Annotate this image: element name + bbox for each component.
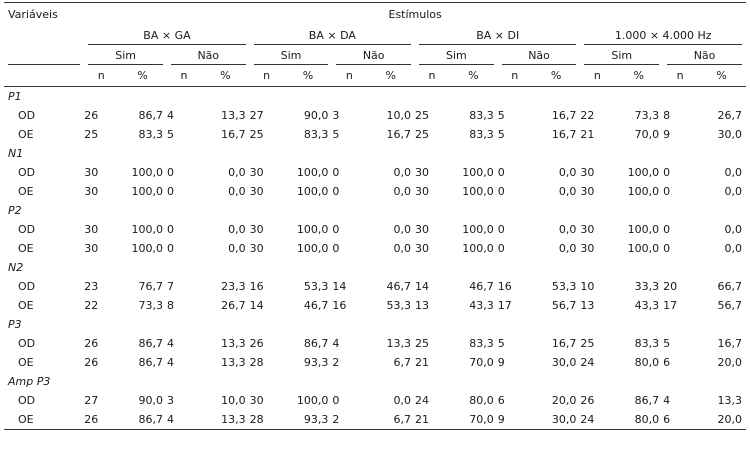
pct-header: % xyxy=(532,65,581,87)
percent-cell: 0,0 xyxy=(228,185,246,198)
count-cell: 30 xyxy=(415,185,430,198)
count-cell: 23 xyxy=(84,280,99,293)
count-cell: 0 xyxy=(497,185,505,198)
count-cell: 21 xyxy=(415,356,430,369)
pct-header: % xyxy=(118,65,167,87)
percent-cell: 33,3 xyxy=(634,280,660,293)
variable-label: P3 xyxy=(8,318,22,331)
percent-cell: 0,0 xyxy=(724,242,742,255)
ear-label: OE xyxy=(18,356,34,369)
count-cell: 25 xyxy=(415,337,430,350)
table-row xyxy=(4,353,746,372)
count-cell: 9 xyxy=(497,356,505,369)
percent-cell: 100,0 xyxy=(462,185,494,198)
count-cell: 30 xyxy=(249,166,264,179)
n-header: n xyxy=(580,65,614,87)
count-cell: 0 xyxy=(497,242,505,255)
percent-cell: 10,0 xyxy=(221,394,246,407)
percent-cell: 13,3 xyxy=(717,394,742,407)
count-cell: 0 xyxy=(166,242,174,255)
percent-cell: 86,7 xyxy=(138,356,163,369)
percent-cell: 100,0 xyxy=(131,242,163,255)
percent-cell: 0,0 xyxy=(228,223,246,236)
count-cell: 0 xyxy=(497,223,505,236)
count-cell: 25 xyxy=(415,128,430,141)
sim-header: Sim xyxy=(84,45,167,65)
table-row xyxy=(4,296,746,315)
count-cell: 9 xyxy=(498,410,532,430)
section-row xyxy=(4,258,746,277)
ear-label: OD xyxy=(18,394,36,407)
count-cell: 26 xyxy=(84,337,99,350)
count-cell: 0 xyxy=(332,394,340,407)
percent-cell: 100,0 xyxy=(131,166,163,179)
percent-cell: 0,0 xyxy=(558,166,577,179)
percent-cell: 26,7 xyxy=(221,299,246,312)
n-header: n xyxy=(415,65,449,87)
percent-cell: 26,7 xyxy=(717,109,742,122)
percent-cell: 80,0 xyxy=(469,394,494,407)
percent-cell: 0,0 xyxy=(724,223,742,236)
percent-cell: 86,7 xyxy=(138,109,163,122)
sim-header: Sim xyxy=(415,45,498,65)
table-row xyxy=(4,220,746,239)
count-cell: 30 xyxy=(415,223,430,236)
n-header: n xyxy=(332,65,366,87)
percent-cell: 20,0 xyxy=(551,394,577,407)
results-table xyxy=(4,2,746,430)
percent-cell: 46,7 xyxy=(386,280,412,293)
count-cell: 10 xyxy=(580,280,595,293)
percent-cell: 100,0 xyxy=(462,242,494,255)
percent-cell: 20,0 xyxy=(697,410,746,430)
table-row xyxy=(4,182,746,201)
count-cell: 0 xyxy=(166,185,174,198)
n-header: n xyxy=(84,65,118,87)
header-estimulos: Estímulos xyxy=(84,3,746,26)
variable-label: Amp P3 xyxy=(8,375,51,388)
count-cell: 30 xyxy=(580,185,595,198)
percent-cell: 86,7 xyxy=(138,337,163,350)
group-header: BA × GA xyxy=(84,25,249,45)
count-cell: 3 xyxy=(166,394,174,407)
count-cell: 4 xyxy=(166,356,174,369)
percent-cell: 73,3 xyxy=(634,109,660,122)
percent-cell: 56,7 xyxy=(551,299,577,312)
count-cell: 0 xyxy=(332,166,340,179)
count-cell: 24 xyxy=(415,394,430,407)
table-body xyxy=(4,87,746,430)
count-cell: 30 xyxy=(415,242,430,255)
count-cell: 5 xyxy=(166,128,174,141)
percent-cell: 46,7 xyxy=(469,280,494,293)
percent-cell: 0,0 xyxy=(228,166,246,179)
percent-cell: 100,0 xyxy=(296,242,329,255)
percent-cell: 90,0 xyxy=(303,109,329,122)
percent-cell: 93,3 xyxy=(284,410,333,430)
percent-cell: 10,0 xyxy=(386,109,412,122)
percent-cell: 86,7 xyxy=(634,394,660,407)
count-cell: 0 xyxy=(663,223,671,236)
count-cell: 17 xyxy=(663,299,678,312)
count-cell: 25 xyxy=(84,128,99,141)
ear-label: OE xyxy=(18,185,34,198)
table-row xyxy=(4,125,746,144)
count-cell: 8 xyxy=(663,109,671,122)
count-cell: 16 xyxy=(249,280,264,293)
percent-cell: 83,3 xyxy=(469,109,494,122)
percent-cell: 0,0 xyxy=(393,223,412,236)
ear-label: OE xyxy=(4,410,84,430)
percent-cell: 0,0 xyxy=(724,185,742,198)
count-cell: 30 xyxy=(84,242,99,255)
count-cell: 2 xyxy=(332,356,340,369)
count-cell: 5 xyxy=(497,109,505,122)
count-cell: 30 xyxy=(84,166,99,179)
percent-cell: 100,0 xyxy=(627,223,660,236)
percent-cell: 53,3 xyxy=(303,280,329,293)
section-row xyxy=(4,87,746,107)
count-cell: 30 xyxy=(580,166,595,179)
percent-cell: 16,7 xyxy=(551,337,577,350)
count-cell: 22 xyxy=(84,299,99,312)
percent-cell: 46,7 xyxy=(303,299,329,312)
ear-label: OE xyxy=(18,128,34,141)
count-cell: 30 xyxy=(84,223,99,236)
count-cell: 0 xyxy=(663,242,671,255)
section-row xyxy=(4,144,746,163)
percent-cell: 30,0 xyxy=(532,410,581,430)
count-cell: 0 xyxy=(166,223,174,236)
count-cell: 27 xyxy=(84,394,99,407)
percent-cell: 70,0 xyxy=(469,356,494,369)
percent-cell: 100,0 xyxy=(627,185,660,198)
pct-header: % xyxy=(201,65,250,87)
count-cell: 26 xyxy=(84,109,99,122)
nao-header: Não xyxy=(498,45,581,65)
percent-cell: 30,0 xyxy=(551,356,577,369)
table-row xyxy=(4,163,746,182)
ear-label: OD xyxy=(18,280,36,293)
percent-cell: 13,3 xyxy=(201,410,250,430)
percent-cell: 90,0 xyxy=(138,394,163,407)
percent-cell: 53,3 xyxy=(386,299,412,312)
variable-label: N1 xyxy=(8,147,24,160)
header-variaveis: Variáveis xyxy=(4,3,84,26)
count-cell: 7 xyxy=(166,280,174,293)
count-cell: 21 xyxy=(580,128,595,141)
ear-label: OD xyxy=(18,109,36,122)
group-header: 1.000 × 4.000 Hz xyxy=(580,25,746,45)
count-cell: 25 xyxy=(580,337,595,350)
ear-label: OD xyxy=(18,166,36,179)
percent-cell: 80,0 xyxy=(614,410,663,430)
count-cell: 4 xyxy=(166,337,174,350)
count-cell: 30 xyxy=(249,223,264,236)
count-cell: 30 xyxy=(249,242,264,255)
percent-cell: 100,0 xyxy=(296,223,329,236)
count-cell: 25 xyxy=(415,109,430,122)
percent-cell: 6,7 xyxy=(393,356,412,369)
percent-cell: 0,0 xyxy=(393,394,412,407)
percent-cell: 0,0 xyxy=(724,166,742,179)
ear-label: OE xyxy=(18,299,34,312)
count-cell: 26 xyxy=(249,337,264,350)
count-cell: 16 xyxy=(497,280,512,293)
count-cell: 9 xyxy=(663,128,671,141)
count-cell: 25 xyxy=(249,128,264,141)
percent-cell: 23,3 xyxy=(221,280,246,293)
percent-cell: 0,0 xyxy=(393,242,412,255)
count-cell: 5 xyxy=(332,128,340,141)
variable-label: P1 xyxy=(8,90,22,103)
count-cell: 4 xyxy=(167,410,201,430)
percent-cell: 70,0 xyxy=(449,410,498,430)
ear-label: OE xyxy=(18,242,34,255)
percent-cell: 13,3 xyxy=(221,356,246,369)
percent-cell: 70,0 xyxy=(634,128,660,141)
percent-cell: 0,0 xyxy=(558,185,577,198)
nao-header: Não xyxy=(167,45,250,65)
count-cell: 13 xyxy=(580,299,595,312)
table-row xyxy=(4,239,746,258)
percent-cell: 100,0 xyxy=(462,166,494,179)
count-cell: 26 xyxy=(84,410,118,430)
count-cell: 0 xyxy=(332,242,340,255)
count-cell: 0 xyxy=(663,185,671,198)
table-header xyxy=(4,3,746,87)
percent-cell: 83,3 xyxy=(634,337,660,350)
pct-header: % xyxy=(449,65,498,87)
count-cell: 6 xyxy=(497,394,505,407)
percent-cell: 43,3 xyxy=(469,299,494,312)
count-cell: 16 xyxy=(332,299,347,312)
table-row xyxy=(4,106,746,125)
count-cell: 0 xyxy=(166,166,174,179)
pct-header: % xyxy=(366,65,415,87)
percent-cell: 0,0 xyxy=(393,166,412,179)
sim-header: Sim xyxy=(250,45,333,65)
count-cell: 30 xyxy=(580,242,595,255)
percent-cell: 100,0 xyxy=(296,185,329,198)
n-header: n xyxy=(250,65,284,87)
percent-cell: 6,7 xyxy=(366,410,415,430)
count-cell: 26 xyxy=(84,356,99,369)
count-cell: 24 xyxy=(580,410,614,430)
count-cell: 4 xyxy=(663,394,671,407)
count-cell: 26 xyxy=(580,394,595,407)
n-header: n xyxy=(167,65,201,87)
percent-cell: 76,7 xyxy=(138,280,163,293)
count-cell: 0 xyxy=(497,166,505,179)
count-cell: 30 xyxy=(249,185,264,198)
percent-cell: 83,3 xyxy=(303,128,329,141)
group-header: BA × DI xyxy=(415,25,580,45)
count-cell: 2 xyxy=(332,410,366,430)
percent-cell: 73,3 xyxy=(138,299,163,312)
nao-header: Não xyxy=(663,45,746,65)
pct-header: % xyxy=(284,65,333,87)
table-row xyxy=(4,391,746,410)
count-cell: 20 xyxy=(663,280,678,293)
table-row xyxy=(4,410,746,430)
percent-cell: 13,3 xyxy=(221,109,246,122)
percent-cell: 16,7 xyxy=(221,128,246,141)
percent-cell: 83,3 xyxy=(469,337,494,350)
count-cell: 4 xyxy=(166,109,174,122)
percent-cell: 100,0 xyxy=(296,166,329,179)
section-row xyxy=(4,201,746,220)
count-cell: 30 xyxy=(84,185,99,198)
count-cell: 0 xyxy=(332,185,340,198)
count-cell: 0 xyxy=(663,166,671,179)
count-cell: 5 xyxy=(663,337,671,350)
pct-header: % xyxy=(614,65,663,87)
ear-label: OD xyxy=(18,337,36,350)
n-header: n xyxy=(498,65,532,87)
n-header: n xyxy=(663,65,697,87)
count-cell: 17 xyxy=(497,299,512,312)
count-cell: 6 xyxy=(663,410,697,430)
percent-cell: 0,0 xyxy=(558,223,577,236)
table-row xyxy=(4,277,746,296)
count-cell: 8 xyxy=(166,299,174,312)
group-header: BA × DA xyxy=(250,25,415,45)
percent-cell: 100,0 xyxy=(296,394,329,407)
percent-cell: 100,0 xyxy=(131,185,163,198)
count-cell: 4 xyxy=(332,337,340,350)
section-row xyxy=(4,315,746,334)
percent-cell: 16,7 xyxy=(551,109,577,122)
variable-label: N2 xyxy=(8,261,24,274)
percent-cell: 86,7 xyxy=(303,337,329,350)
percent-cell: 0,0 xyxy=(558,242,577,255)
count-cell: 27 xyxy=(249,109,264,122)
percent-cell: 16,7 xyxy=(386,128,412,141)
variable-label: P2 xyxy=(8,204,22,217)
pct-header: % xyxy=(697,65,746,87)
percent-cell: 13,3 xyxy=(221,337,246,350)
count-cell: 13 xyxy=(415,299,430,312)
percent-cell: 53,3 xyxy=(551,280,577,293)
percent-cell: 30,0 xyxy=(717,128,742,141)
percent-cell: 13,3 xyxy=(386,337,412,350)
percent-cell: 43,3 xyxy=(634,299,660,312)
count-cell: 14 xyxy=(332,280,347,293)
percent-cell: 93,3 xyxy=(303,356,329,369)
percent-cell: 83,3 xyxy=(138,128,163,141)
count-cell: 14 xyxy=(415,280,430,293)
count-cell: 5 xyxy=(497,337,505,350)
count-cell: 22 xyxy=(580,109,595,122)
count-cell: 30 xyxy=(580,223,595,236)
percent-cell: 16,7 xyxy=(717,337,742,350)
count-cell: 6 xyxy=(663,356,671,369)
count-cell: 14 xyxy=(249,299,264,312)
count-cell: 28 xyxy=(249,356,264,369)
percent-cell: 100,0 xyxy=(627,242,660,255)
section-row xyxy=(4,372,746,391)
percent-cell: 0,0 xyxy=(393,185,412,198)
count-cell: 0 xyxy=(332,223,340,236)
sim-header: Sim xyxy=(580,45,663,65)
count-cell: 5 xyxy=(497,128,505,141)
percent-cell: 100,0 xyxy=(627,166,660,179)
percent-cell: 66,7 xyxy=(717,280,742,293)
percent-cell: 86,7 xyxy=(118,410,167,430)
ear-label: OD xyxy=(18,223,36,236)
nao-header: Não xyxy=(332,45,415,65)
count-cell: 30 xyxy=(249,394,264,407)
percent-cell: 80,0 xyxy=(634,356,660,369)
percent-cell: 16,7 xyxy=(551,128,577,141)
count-cell: 30 xyxy=(415,166,430,179)
percent-cell: 0,0 xyxy=(228,242,246,255)
percent-cell: 100,0 xyxy=(131,223,163,236)
table-row xyxy=(4,334,746,353)
percent-cell: 20,0 xyxy=(717,356,742,369)
count-cell: 21 xyxy=(415,410,449,430)
count-cell: 24 xyxy=(580,356,595,369)
percent-cell: 56,7 xyxy=(717,299,742,312)
percent-cell: 83,3 xyxy=(469,128,494,141)
percent-cell: 100,0 xyxy=(462,223,494,236)
count-cell: 3 xyxy=(332,109,340,122)
count-cell: 28 xyxy=(250,410,284,430)
